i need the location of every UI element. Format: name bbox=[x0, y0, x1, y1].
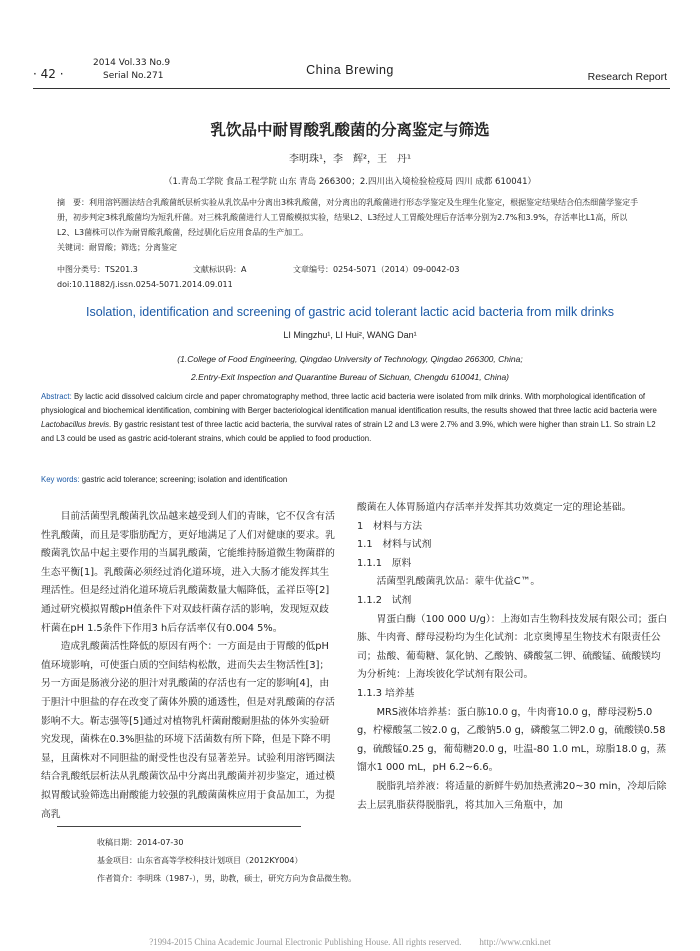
english-affiliation bbox=[0, 350, 700, 386]
english-affiliation-1: (1.College of Food Engineering, Qingdao University of Technology, Qingdao 266300, China; bbox=[177, 354, 523, 364]
section-heading-1-1: 1.1 材料与试剂 bbox=[357, 539, 432, 551]
english-keywords-text: gastric acid tolerance; screening; isolation and identification bbox=[81, 475, 288, 484]
footnotes bbox=[97, 834, 356, 888]
doi: doi:10.11882/j.issn.0254-5071.2014.09.011 bbox=[57, 280, 233, 289]
species-name: Lactobacillus brevis bbox=[41, 420, 110, 429]
author-list: 李明珠¹，李 辉²，王 丹¹ bbox=[288, 154, 412, 165]
body-right-column bbox=[357, 499, 669, 815]
document-code: 文献标识码：A bbox=[193, 265, 247, 274]
body-paragraph: 活菌型乳酸菌乳饮品：蒙牛优益C™。 bbox=[376, 576, 541, 588]
abstract-label: 摘 要： bbox=[57, 198, 89, 207]
footnote-rule bbox=[57, 826, 301, 827]
journal-name: China Brewing bbox=[306, 63, 394, 77]
header-rule bbox=[33, 88, 670, 89]
section-heading-1-1-1: 1.1.1 原料 bbox=[357, 557, 412, 569]
body-paragraph: 脱脂乳培养液：将适量的新鲜牛奶加热煮沸20~30 min，冷却后除去上层乳脂获得脱脂乳，将其加入三角瓶中，加 bbox=[357, 780, 667, 811]
english-abstract-text-2: . By gastric resistant test of three lactic acid bacteria, the survival rates of strain L2 and L3 were 2.7% and 3.9%, which were higher than strain L1. So strain L2 and L3 could be used as gastric acid-tolerant strains, which could be applied to food production. bbox=[41, 420, 656, 443]
english-affiliation-2: 2.Entry-Exit Inspection and Quarantine Bureau of Sichuan, Chengdu 610041, China) bbox=[190, 372, 509, 382]
body-left-column bbox=[41, 508, 337, 824]
copyright-watermark: ?1994-2015 China Academic Journal Electronic Publishing House. All rights reserved. http://www.cnki.net bbox=[149, 937, 551, 947]
chinese-abstract bbox=[57, 195, 640, 255]
article-title: 乳饮品中耐胃酸乳酸菌的分离鉴定与筛选 bbox=[210, 121, 490, 139]
section-heading-1-1-2: 1.1.2 试剂 bbox=[357, 594, 412, 606]
body-paragraph: 造成乳酸菌活性降低的原因有两个：一方面是由于胃酸的低pH值环境影响，可使蛋白质的空间结构松散，进而失去生物活性[3]；另一方面是肠液分泌的胆汁对乳酸菌的存活也有一定的影响[4]，由于胆汁中胆盐的存在改变了菌体外膜的通透性，但是对乳酸菌的存活影响不大。靳志强等[5]通过对植物乳杆菌耐酸耐胆盐的体外实验研究发现，菌株在0.3%胆盐的环境下活菌数有所下降，但是下降不明显，且菌株对不同胆盐的耐受性也没有显著差异。试验利用溶钙圈法结合乳酸纸层析法从乳酸菌饮品中分离出乳酸菌并初步鉴定，通过模拟胃酸试验筛选出耐酸能力较强的乳酸菌菌株应用于食品加工，为提高乳 bbox=[41, 641, 335, 820]
english-title: Isolation, identification and screening of gastric acid tolerant lactic acid bacteria from milk drinks bbox=[85, 305, 615, 319]
keywords-text: 耐胃酸；筛选；分离鉴定 bbox=[89, 243, 177, 252]
page-number: · 42 · bbox=[33, 67, 64, 81]
footnote-received: 收稿日期：2014-07-30 bbox=[97, 838, 184, 847]
english-keywords bbox=[41, 475, 287, 484]
footnote-fund: 基金项目：山东省高等学校科技计划项目（2012KY004） bbox=[97, 856, 303, 865]
clc-number: 中图分类号：TS201.3 bbox=[57, 265, 138, 274]
keywords-label: 关键词： bbox=[57, 243, 89, 252]
body-paragraph: 目前活菌型乳酸菌乳饮品越来越受到人们的青睐，它不仅含有活性乳酸菌，而且是零脂肪配方，更好地满足了人们对健康的要求。乳酸菌乳饮品中起主要作用的当属乳酸菌，它能维持肠道微生物菌群的生态平衡[1]。乳酸菌必须经过消化道环境，进入大肠才能发挥其生理活性。但是经过消化道环境后乳酸菌数量大幅降低，孟祥臣等[2]通过研究模拟胃酸pH值条件下对双歧杆菌存活的影响，发现短双歧杆菌在pH 1.5条件下作用3 h后存活率仅有0.004 5%。 bbox=[41, 511, 335, 634]
english-abstract-label: Abstract: bbox=[41, 392, 72, 401]
affiliation: （1.青岛工学院 食品工程学院 山东 青岛 266300；2.四川出入境检验检疫局 四川 成都 610041） bbox=[163, 177, 537, 187]
body-paragraph: MRS液体培养基：蛋白胨10.0 g，牛肉膏10.0 g，酵母浸粉5.0 g，柠檬酸氢二铵2.0 g，乙酸钠5.0 g，磷酸氢二钾2.0 g，硫酸镁0.58 g，硫酸锰0.25 g，葡萄糖20.0 g，吐温-80 1.0 mL，琼脂18.0 g，蒸馏水1 000 mL，pH 6.2~6.6。 bbox=[357, 706, 667, 774]
section-heading-1: 1 材料与方法 bbox=[357, 520, 423, 532]
english-abstract bbox=[41, 390, 661, 446]
article-number: 文章编号：0254-5071（2014）09-0042-03 bbox=[293, 265, 460, 274]
abstract-text: 利用溶钙圈法结合乳酸菌纸层析实验从乳饮品中分离出3株乳酸菌，对分离出的乳酸菌进行形态学鉴定及生理生化鉴定，根据鉴定结果结合伯杰细菌学鉴定手册，初步判定3株乳酸菌均为短乳杆菌。对三株乳酸菌进行人工胃酸模拟实验，结果L2、L3经过人工胃酸处理后存活率分别为2.7%和3.9%，存活率比L1高，所以L2、L3菌株可以作为耐胃酸乳酸菌，经过驯化后应用食品的生产加工。 bbox=[57, 198, 639, 237]
body-paragraph: 胃蛋白酶（100 000 U/g）：上海如吉生物科技发展有限公司；蛋白胨、牛肉膏、酵母浸粉均为生化试剂：北京奥博星生物技术有限责任公司；盐酸、葡萄糖、氯化钠、乙酸钠、磷酸氢二钾、硫酸锰、硫酸镁均为分析纯：上海埃彼化学试剂有限公司。 bbox=[357, 613, 668, 681]
footnote-author: 作者简介：李明珠（1987-），男，助教，硕士，研究方向为食品微生物。 bbox=[97, 874, 357, 883]
section-label: Research Report bbox=[587, 71, 667, 83]
volume-info: 2014 Vol.33 No.9 bbox=[93, 58, 171, 68]
classification-line bbox=[57, 264, 459, 275]
serial-info: Serial No.271 bbox=[103, 71, 164, 81]
english-keywords-label: Key words: bbox=[41, 475, 80, 484]
english-abstract-text-1: By lactic acid dissolved calcium circle and paper chromatography method, three lactic acid bacteria were isolated from milk drinks. With morphological identification of physiological and biochemical identification, combining with Berger bacteriological identification manual identification results, the results showed that three lactic acid bacteria were bbox=[41, 392, 657, 415]
english-authors: LI Mingzhu¹, LI Hui², WANG Dan¹ bbox=[283, 330, 417, 340]
section-heading-1-1-3: 1.1.3 培养基 bbox=[357, 687, 415, 699]
body-paragraph-continued: 酸菌在人体胃肠道内存活率并发挥其功效奠定一定的理论基础。 bbox=[357, 502, 632, 513]
